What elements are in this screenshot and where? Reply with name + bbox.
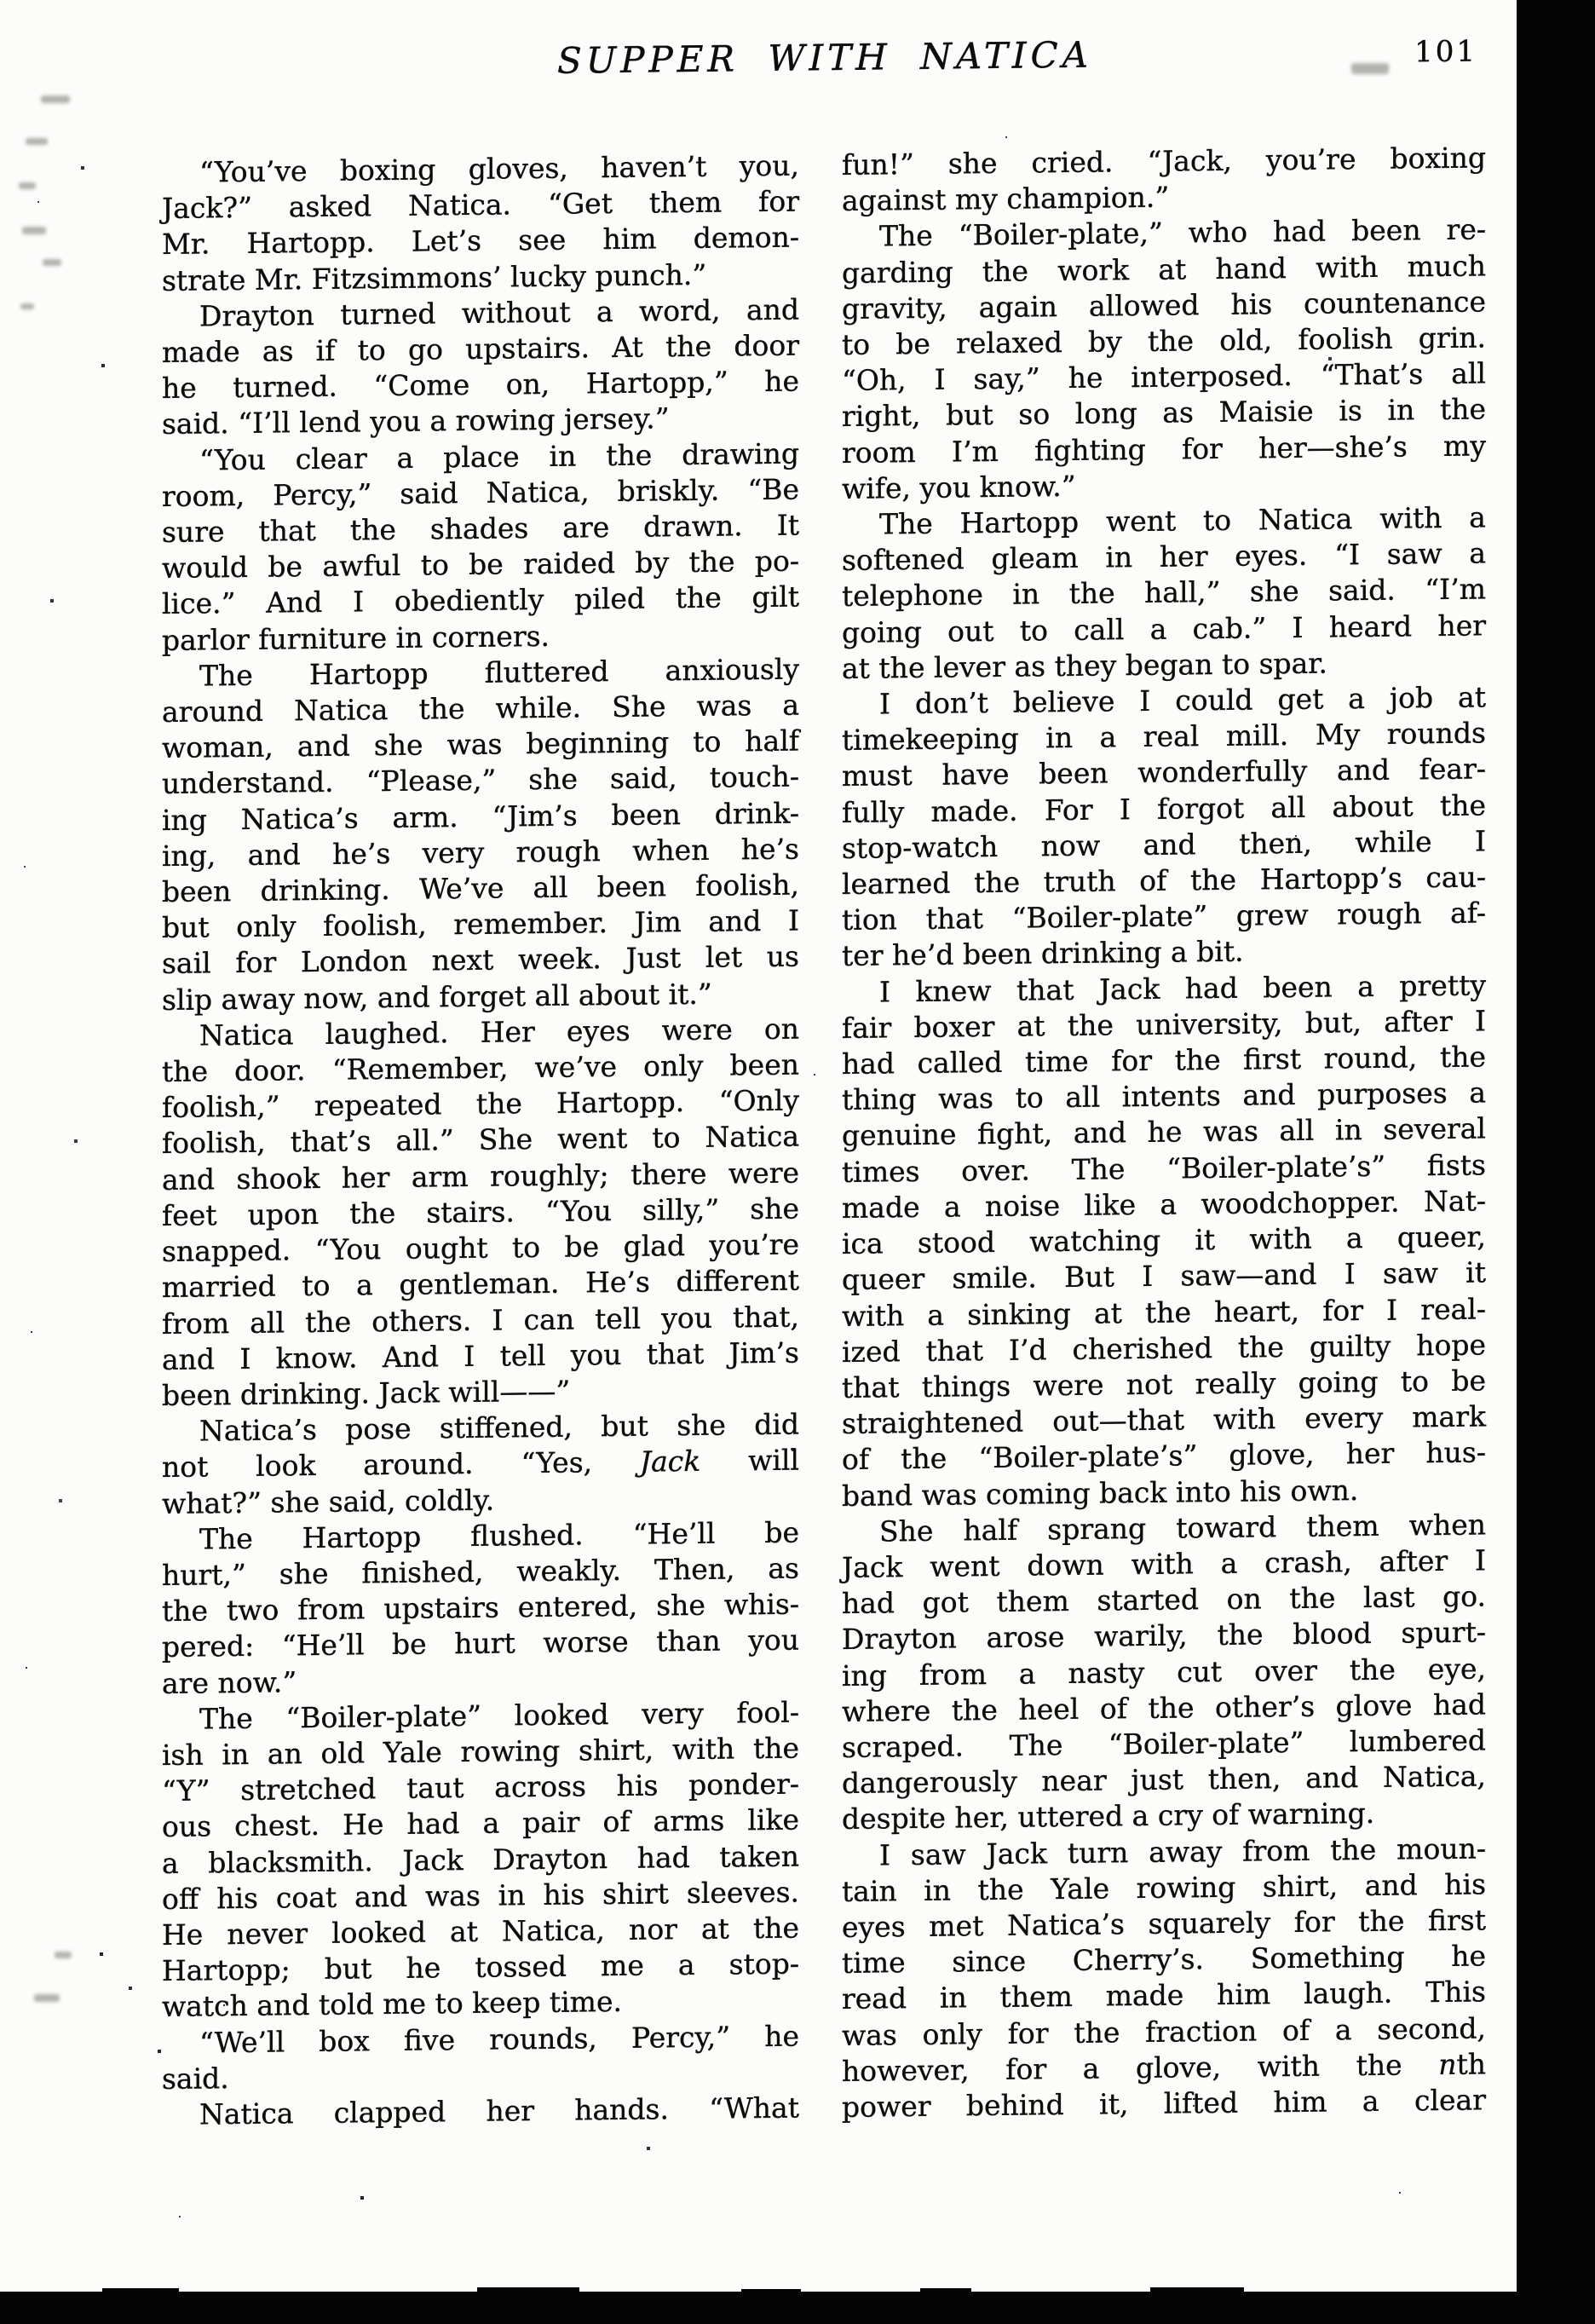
- text-line: Drayton turned without a word, and: [199, 292, 799, 333]
- text-line: timekeeping in a real mill. My rounds: [842, 716, 1486, 758]
- text-line: not look around. “Yes, Jack will: [162, 1443, 799, 1485]
- text-line: and I know. And I tell you that Jim’s: [162, 1335, 799, 1376]
- text-line: straightened out—that with every mark: [842, 1399, 1486, 1441]
- text-line: Drayton arose warily, the blood spurt-: [842, 1615, 1486, 1657]
- text-line: Mr. Hartopp. Let’s see him demon-: [162, 220, 799, 262]
- text-line: pered: “He’ll be hurt worse than you: [162, 1623, 799, 1664]
- text-line: tain in the Yale rowing shirt, and his: [842, 1867, 1486, 1908]
- text-line: right, but so long as Maisie is in the: [842, 392, 1486, 434]
- text-line: “Oh, I say,” he interposed. “That’s all: [842, 356, 1486, 398]
- text-line: with a sinking at the heart, for I real-: [842, 1291, 1486, 1333]
- text-line: sail for London next week. Just let us: [162, 939, 799, 981]
- text-line: ized that I’d cherished the guilty hope: [842, 1328, 1486, 1369]
- text-line: had got them started on the last go.: [842, 1579, 1486, 1621]
- text-line: would be awful to be raided by the po-: [162, 544, 799, 585]
- margin-smudge: [34, 1994, 60, 2002]
- text-line: and shook her arm roughly; there were: [162, 1156, 799, 1197]
- text-line: fully made. For I forgot all about the: [842, 788, 1486, 829]
- text-line: fair boxer at the university, but, after I: [842, 1004, 1486, 1045]
- text-line: foolish, that’s all.” She went to Natica: [162, 1119, 799, 1161]
- text-line: must have been wonderfully and fear-: [842, 752, 1486, 793]
- column-right: [842, 140, 1486, 2125]
- text-line: genuine fight, and he was all in several: [842, 1111, 1486, 1153]
- text-line: thing was to all intents and purposes a: [842, 1075, 1486, 1117]
- text-line: Jack?” asked Natica. “Get them for: [162, 184, 799, 226]
- text-line: understand. “Please,” she said, touch-: [162, 759, 799, 801]
- text-line: lice.” And I obediently piled the gilt: [162, 580, 799, 621]
- margin-smudge: [20, 303, 34, 309]
- text-line: She half sprang toward them when: [879, 1508, 1486, 1548]
- text-line: power behind it, lifted him a clear: [842, 2083, 1486, 2124]
- text-line: woman, and she was beginning to half: [162, 724, 799, 765]
- text-line: The “Boiler-plate,” who had been re-: [879, 212, 1486, 253]
- text-line: ica stood watching it with a queer,: [842, 1220, 1486, 1261]
- text-line: sure that the shades are drawn. It: [162, 508, 799, 550]
- text-line: married to a gentleman. He’s different: [162, 1263, 799, 1305]
- text-line: parlor furniture in corners.: [162, 619, 550, 657]
- text-line: queer smile. But I saw—and I saw it: [842, 1255, 1486, 1297]
- text-line: The “Boiler-plate” looked very fool-: [199, 1695, 799, 1736]
- text-line: but only foolish, remember. Jim and I: [162, 903, 799, 945]
- text-line: learned the truth of the Hartopp’s cau-: [842, 860, 1486, 902]
- text-line: watch and told me to keep time.: [162, 1985, 622, 2024]
- text-line: off his coat and was in his shirt sleeves.: [162, 1875, 799, 1916]
- text-line: from all the others. I can tell you that,: [162, 1300, 799, 1341]
- text-line: “Y” stretched taut across his ponder-: [162, 1767, 799, 1808]
- text-line: Hartopp; but he tossed me a stop-: [162, 1946, 799, 1988]
- text-line: times over. The “Boiler-plate’s” fists: [842, 1148, 1486, 1189]
- text-line: scraped. The “Boiler-plate” lumbered: [842, 1723, 1486, 1764]
- text-line: telephone in the hall,” she said. “I’m: [842, 572, 1486, 614]
- text-line: The Hartopp fluttered anxiously: [199, 652, 799, 693]
- text-line: however, for a glove, with the nth: [842, 2047, 1486, 2088]
- margin-smudge: [19, 182, 36, 189]
- text-line: at the lever as they began to spar.: [842, 646, 1327, 685]
- scanner-edge-band-right: [1517, 0, 1595, 2324]
- margin-smudge: [41, 95, 70, 103]
- text-line: feet upon the stairs. “You silly,” she: [162, 1191, 799, 1232]
- running-header: [162, 29, 1488, 99]
- text-line: The Hartopp flushed. “He’ll be: [199, 1515, 799, 1556]
- text-line: had called time for the first round, the: [842, 1040, 1486, 1081]
- scanner-edge-ragged: [920, 2288, 971, 2293]
- text-line: softened gleam in her eyes. “I saw a: [842, 536, 1486, 578]
- text-line: that things were not really going to be: [842, 1364, 1486, 1404]
- text-line: “We’ll box five rounds, Percy,” he: [199, 2019, 799, 2060]
- text-line: going out to call a cab.” I heard her: [842, 608, 1486, 649]
- page-content: [162, 29, 1488, 2133]
- text-line: what?” she said, coldly.: [162, 1483, 495, 1520]
- text-line: band was coming back into his own.: [842, 1473, 1359, 1513]
- text-line: hurt,” she finished, weakly. Then, as: [162, 1551, 799, 1592]
- text-line: made as if to go upstairs. At the door: [162, 328, 799, 370]
- text-line: despite her, uttered a cry of warning.: [842, 1796, 1375, 1837]
- text-line: said. “I’ll lend you a rowing jersey.”: [162, 401, 670, 441]
- margin-smudge: [43, 259, 61, 266]
- text-line: garding the work at hand with much: [842, 248, 1486, 290]
- text-line: fun!” she cried. “Jack, you’re boxing: [842, 141, 1486, 182]
- text-line: “You’ve boxing gloves, haven’t you,: [199, 148, 799, 189]
- text-line: gravity, again allowed his countenance: [842, 285, 1486, 326]
- text-line: eyes met Natica’s squarely for the first: [842, 1903, 1486, 1944]
- text-line: Jack went down with a crash, after I: [842, 1543, 1486, 1584]
- text-columns: [162, 140, 1488, 2133]
- page-number: 101: [1414, 34, 1477, 70]
- text-line: ing Natica’s arm. “Jim’s been drink-: [162, 796, 799, 837]
- text-line: made a noise like a woodchopper. Nat-: [842, 1184, 1486, 1225]
- text-line: wife, you know.”: [842, 469, 1076, 505]
- text-line: room I’m fighting for her—she’s my: [842, 428, 1486, 470]
- margin-smudge: [26, 138, 48, 145]
- margin-smudge: [22, 227, 46, 234]
- text-line: the door. “Remember, we’ve only been: [162, 1047, 799, 1089]
- text-line: ing, and he’s very rough when he’s: [162, 832, 799, 873]
- text-line: tion that “Boiler-plate” grew rough af-: [842, 896, 1486, 937]
- text-line: Natica laughed. Her eyes were on: [199, 1012, 799, 1052]
- text-line: ter he’d been drinking a bit.: [842, 935, 1244, 973]
- text-line: ing from a nasty cut over the eye,: [842, 1651, 1486, 1693]
- text-line: the two from upstairs entered, she whis-: [162, 1587, 799, 1629]
- text-line: read in them made him laugh. This: [842, 1975, 1486, 2016]
- text-line: time since Cherry’s. Something he: [842, 1939, 1486, 1981]
- text-line: snapped. “You ought to be glad you’re: [162, 1227, 799, 1269]
- text-line: where the heel of the other’s glove had: [842, 1687, 1486, 1728]
- text-line: was only for the fraction of a second,: [842, 2010, 1486, 2052]
- text-line: a blacksmith. Jack Drayton had taken: [162, 1839, 799, 1880]
- text-line: I knew that Jack had been a pretty: [879, 968, 1486, 1009]
- text-line: room, Percy,” said Natica, briskly. “Be: [162, 472, 799, 513]
- text-line: I saw Jack turn away from the moun-: [879, 1831, 1486, 1871]
- text-line: to be relaxed by the old, foolish grin.: [842, 320, 1486, 361]
- text-line: been drinking. We’ve all been foolish,: [162, 868, 799, 909]
- text-line: The Hartopp went to Natica with a: [879, 500, 1486, 541]
- text-line: against my champion.”: [842, 180, 1170, 218]
- text-line: foolish,” repeated the Hartopp. “Only: [162, 1083, 799, 1125]
- scanner-edge-ragged: [1150, 2287, 1244, 2293]
- text-line: ous chest. He had a pair of arms like: [162, 1802, 799, 1844]
- column-left: [162, 148, 799, 2134]
- margin-smudge: [55, 1952, 72, 1958]
- text-line: been drinking. Jack will——”: [162, 1374, 571, 1412]
- text-line: are now.”: [162, 1664, 297, 1700]
- scanner-edge-band-bottom: [0, 2292, 1595, 2324]
- text-line: slip away now, and forget all about it.”: [162, 977, 712, 1017]
- text-line: He never looked at Natica, nor at the: [162, 1911, 799, 1952]
- page-title: SUPPER WITH NATICA: [557, 33, 1092, 82]
- text-line: of the “Boiler-plate’s” glove, her hus-: [842, 1435, 1486, 1477]
- scanner-edge-ragged: [741, 2289, 801, 2293]
- scanner-edge-ragged: [477, 2287, 579, 2293]
- text-line: said.: [162, 2061, 229, 2096]
- scanner-edge-ragged: [102, 2288, 179, 2293]
- scan-speckle-noise: [0, 0, 2, 2]
- text-line: Natica’s pose stiffened, but she did: [199, 1407, 799, 1448]
- text-line: ish in an old Yale rowing shirt, with the: [162, 1731, 799, 1772]
- text-line: strate Mr. Fitzsimmons’ lucky punch.”: [162, 257, 707, 297]
- text-line: dangerously near just then, and Natica,: [842, 1759, 1486, 1801]
- text-line: “You clear a place in the drawing: [199, 436, 799, 477]
- text-line: around Natica the while. She was a: [162, 688, 799, 729]
- text-line: Natica clapped her hands. “What: [199, 2090, 799, 2131]
- text-line: stop-watch now and then, while I: [842, 824, 1486, 865]
- text-line: he turned. “Come on, Hartopp,” he: [162, 364, 799, 406]
- text-line: I don’t believe I could get a job at: [879, 680, 1486, 721]
